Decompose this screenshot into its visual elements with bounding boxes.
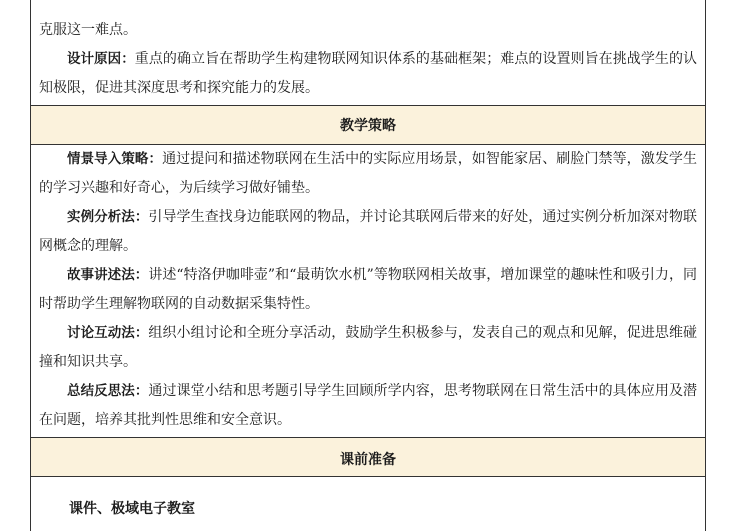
strategy-item [39, 319, 697, 377]
design-reason-text: 重点的确立旨在帮助学生构建物联网知识体系的基础框架；难点的设置则旨在挑战学生的认知极限，促进其深度思考和探究能力的发展。 [39, 51, 698, 96]
strategy-label: 实例分析法： [67, 209, 149, 225]
preparation-header: 课前准备 [31, 437, 705, 477]
strategy-label: 情景导入策略： [67, 151, 163, 167]
document-table [30, 0, 706, 531]
design-reason-label: 设计原因： [67, 51, 135, 67]
strategy-item [39, 377, 697, 435]
strategy-text: 通过提问和描述物联网在生活中的实际应用场景，如智能家居、刷脸门禁等，激发学生的学习兴趣和好奇心，为后续学习做好铺垫。 [39, 151, 698, 196]
strategy-text: 引导学生查找身边能联网的物品，并讨论其联网后带来的好处，通过实例分析加深对物联网概念的理解。 [39, 209, 698, 254]
strategy-label: 讨论互动法： [67, 325, 149, 341]
strategy-label: 故事讲述法： [67, 267, 149, 283]
objectives-continuation [31, 16, 705, 103]
strategy-item [39, 145, 697, 203]
paragraph-continuation: 克服这一难点。 [39, 22, 137, 38]
preparation-text: 课件、极域电子教室 [69, 501, 195, 517]
design-reason-paragraph [39, 45, 697, 103]
strategy-item [39, 261, 697, 319]
strategy-label: 总结反思法： [67, 383, 149, 399]
teaching-strategy-content [31, 145, 705, 435]
strategy-text: 通过课堂小结和思考题引导学生回顾所学内容，思考物联网在日常生活中的具体应用及潜在问题，培养其批判性思维和安全意识。 [39, 383, 698, 428]
preparation-content [31, 495, 705, 524]
strategy-text: 组织小组讨论和全班分享活动，鼓励学生积极参与，发表自己的观点和见解，促进思维碰撞和知识共享。 [39, 325, 698, 370]
strategy-text: 讲述“特洛伊咖啡壶”和“最萌饮水机”等物联网相关故事，增加课堂的趣味性和吸引力，同时帮助学生理解物联网的自动数据采集特性。 [39, 267, 697, 312]
teaching-strategy-header: 教学策略 [31, 105, 705, 145]
strategy-item [39, 203, 697, 261]
